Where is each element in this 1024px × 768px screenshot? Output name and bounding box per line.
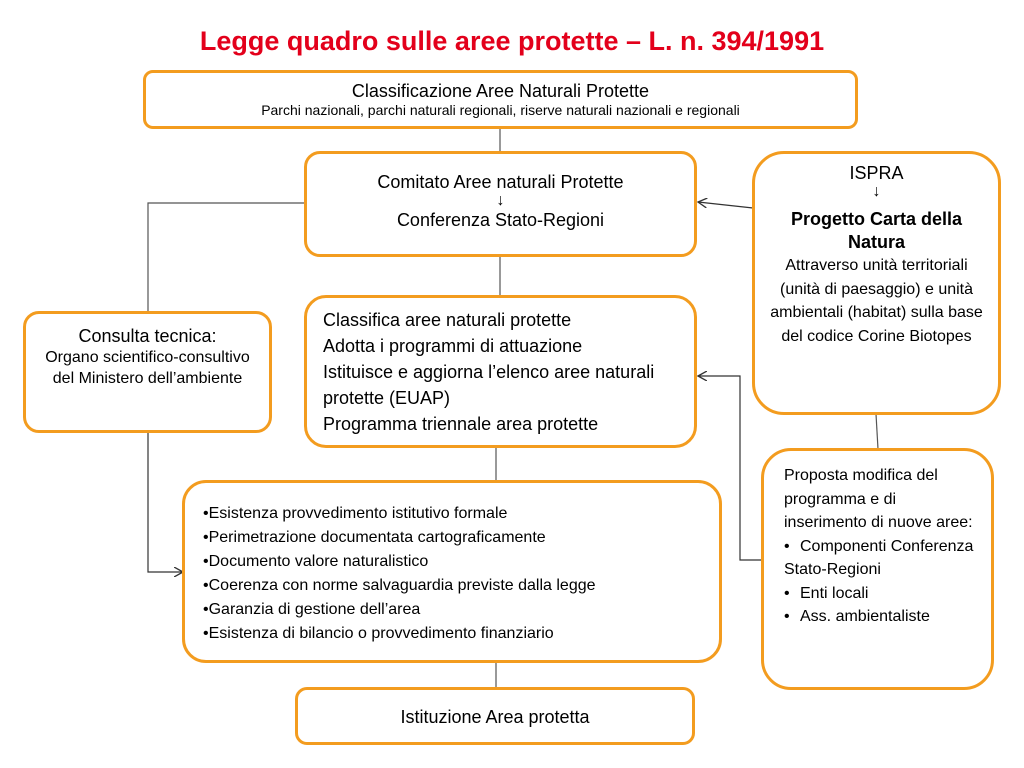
connector-consulta-committee [148,203,305,312]
connector-ispra-proposal [876,414,878,449]
proposal-item [784,535,977,582]
proposal-box [761,448,994,690]
classification-box [143,70,858,129]
arrow-ispra-committee [698,202,753,208]
ispra-project-title: Progetto Carta della Natura [790,209,963,252]
ispra-box [752,151,1001,415]
ispra-description: Attraverso unità territoriali (unità di paesaggio) e unità ambientali (habitat) sulla base del codice Corine Biotopes [770,257,983,345]
proposal-item [784,582,977,606]
consulta-description: Organo scientifico-consultivo del Ministero dell’ambiente [45,349,250,387]
function-line: Programma triennale area protette [323,414,599,434]
function-line: Istituisce e aggiorna l’elenco aree naturali protette (EUAP) [323,362,655,408]
committee-label: Comitato Aree naturali Protette [377,172,624,192]
conference-label: Conferenza Stato-Regioni [396,210,605,230]
classification-heading: Classificazione Aree Naturali Protette [351,81,650,101]
arrow-consulta-criteria [148,432,183,572]
criteria-item: • Documento valore naturalistico [203,550,709,574]
down-arrow-icon: ↓ [872,183,881,200]
proposal-item-text: Ass. ambientaliste [800,608,930,625]
down-arrow-icon: ↓ [496,192,505,209]
outcome-box [295,687,695,745]
page-title: Legge quadro sulle aree protette – L. n. 394/1991 [199,26,825,56]
criteria-item: • Esistenza provvedimento istitutivo formale [203,502,709,526]
proposal-item [784,605,977,629]
ispra-heading: ISPRA [849,163,904,183]
bullet-icon: • [784,608,790,625]
criteria-item: • Esistenza di bilancio o provvedimento finanziario [203,622,709,646]
criteria-box [182,480,722,663]
bullet-icon: • [784,537,790,555]
proposal-item-text: Componenti Conferenza Stato-Regioni [784,537,974,578]
committee-box [304,151,697,257]
consulta-box [23,311,272,433]
outcome-label: Istituzione Area protetta [400,707,590,727]
proposal-intro: Proposta modifica del programma e di inserimento di nuove aree: [784,467,973,531]
consulta-heading: Consulta tecnica: [78,326,217,346]
function-line: Classifica aree naturali protette [323,310,572,330]
functions-box [304,295,697,448]
criteria-item: • Garanzia di gestione dell’area [203,598,709,622]
function-line: Adotta i programmi di attuazione [323,336,583,356]
bullet-icon: • [784,584,790,602]
proposal-item-text: Enti locali [800,584,869,602]
criteria-list [203,502,709,646]
classification-subheading: Parchi nazionali, parchi naturali regionali, riserve naturali nazionali e regionali [261,102,740,118]
criteria-item: • Perimetrazione documentata cartograficamente [203,526,709,550]
criteria-item: • Coerenza con norme salvaguardia previste dalla legge [203,574,709,598]
